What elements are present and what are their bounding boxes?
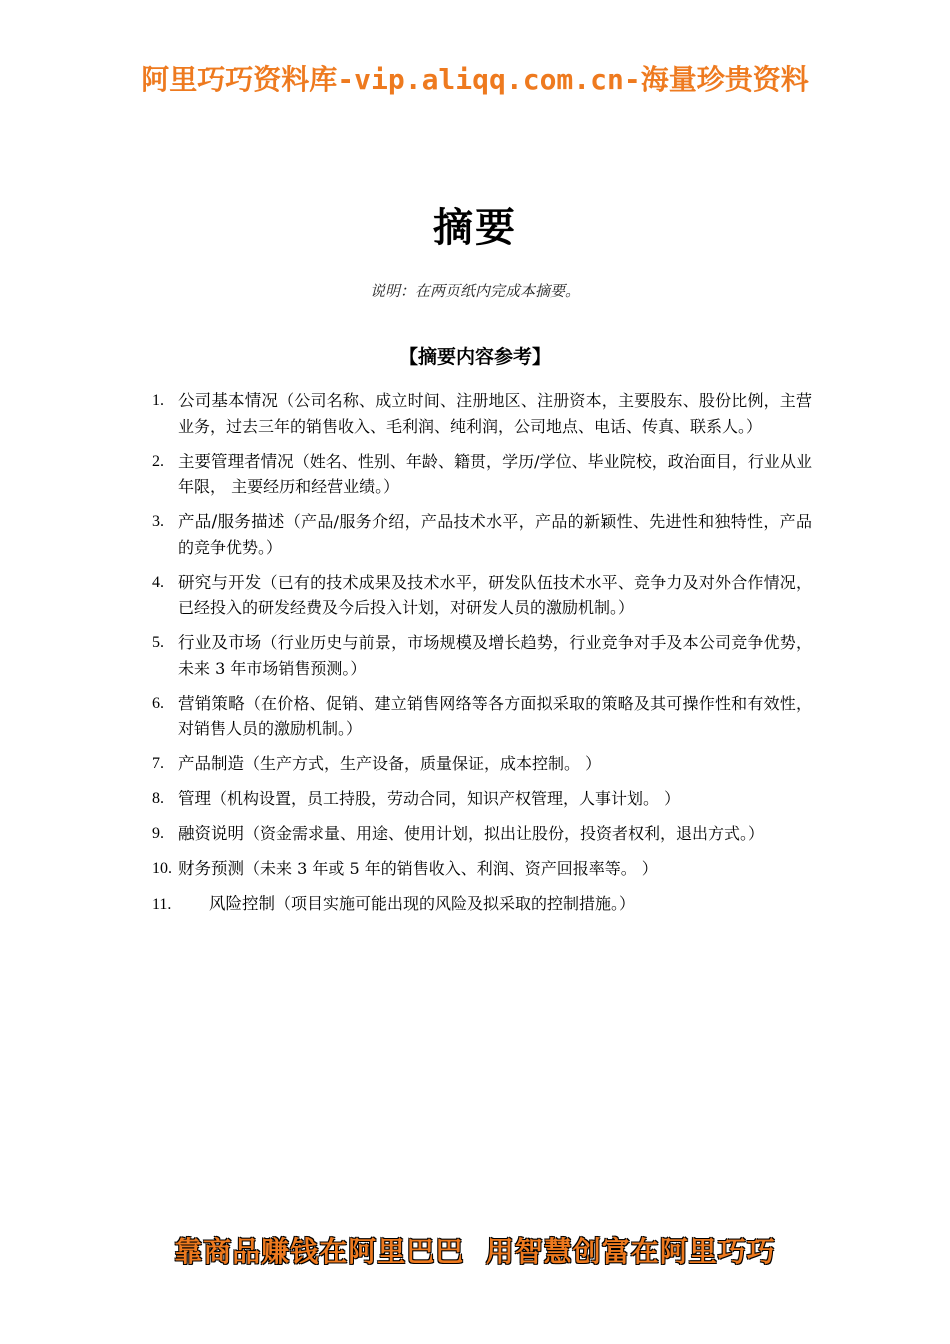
item-description: （项目实施可能出现的风险及拟采取的控制措施。） — [275, 894, 636, 913]
item-description: （机构设置，员工持股，劳动合同，知识产权管理，人事计划。 ） — [211, 789, 681, 808]
item-title: 风险控制 — [209, 894, 275, 913]
item-number: 3. — [152, 513, 164, 530]
list-item — [152, 630, 812, 681]
item-description: （产品/服务介绍，产品技术水平，产品的新颖性、先进性和独特性，产品的竞争优势。） — [178, 512, 812, 557]
item-number: 6. — [152, 694, 164, 712]
item-number: 9. — [152, 825, 164, 842]
item-description: （已有的技术成果及技术水平，研发队伍技术水平、竞争力及对外合作情况，已经投入的研发经费及今后投入计划，对研发人员的激励机制。） — [178, 572, 813, 617]
item-title: 产品/服务描述 — [178, 512, 285, 531]
page-title: 摘要 — [433, 205, 517, 251]
list-item — [152, 751, 812, 777]
section-heading: 【摘要内容参考】 — [398, 346, 551, 368]
item-title: 行业及市场 — [178, 633, 262, 652]
item-number: 10. — [152, 860, 172, 877]
header-banner: 阿里巧巧资料库-vip.aliqq.com.cn-海量珍贵资料 — [141, 63, 809, 96]
item-description: （生产方式，生产设备，质量保证，成本控制。 ） — [244, 754, 602, 773]
item-number: 5. — [152, 634, 164, 651]
list-item — [152, 570, 812, 621]
item-number: 1. — [152, 392, 164, 409]
list-item — [152, 891, 812, 918]
item-description: （行业历史与前景，市场规模及增长趋势，行业竞争对手及本公司竞争优势，未来 3 年市场销售预测。） — [178, 633, 813, 678]
item-title: 融资说明 — [178, 824, 244, 843]
item-description: （未来 3 年或 5 年的销售收入、利润、资产回报率等。 ） — [244, 859, 658, 878]
instruction-note: 说明：在两页纸内完成本摘要。 — [369, 282, 580, 300]
footer-slogan-banner: 靠商品赚钱在阿里巴巴 用智慧创富在阿里巧巧 — [174, 1235, 776, 1268]
list-item — [152, 388, 812, 439]
item-title: 管理 — [178, 789, 211, 808]
item-number: 11. — [152, 896, 172, 913]
item-number: 2. — [152, 452, 164, 470]
item-title: 产品制造 — [178, 754, 244, 773]
list-item — [152, 691, 812, 742]
item-number: 4. — [152, 573, 164, 591]
item-title: 研究与开发 — [178, 572, 262, 592]
list-item — [152, 786, 812, 812]
summary-content-list — [152, 388, 812, 927]
list-item — [152, 821, 812, 847]
item-title: 公司基本情况 — [178, 391, 279, 410]
list-item — [152, 509, 812, 560]
item-number: 7. — [152, 755, 164, 772]
item-title: 营销策略 — [178, 693, 245, 713]
item-title: 财务预测 — [178, 859, 244, 878]
item-description: （在价格、促销、建立销售网络等各方面拟采取的策略及其可操作性和有效性，对销售人员的激励机制。） — [178, 693, 812, 738]
item-description: （公司名称、成立时间、注册地区、注册资本，主要股东、股份比例，主营业务，过去三年的销售收入、毛利润、纯利润，公司地点、电话、传真、联系人。） — [178, 391, 812, 436]
item-number: 8. — [152, 790, 164, 807]
list-item — [152, 449, 812, 500]
item-title: 主要管理者情况 — [178, 451, 294, 471]
item-description: （姓名、性别、年龄、籍贯，学历/学位、毕业院校，政治面目，行业从业年限， 主要经历和经营业绩。） — [178, 451, 812, 496]
list-item — [152, 856, 812, 882]
item-description: （资金需求量、用途、使用计划，拟出让股份，投资者权利，退出方式。） — [244, 824, 765, 843]
